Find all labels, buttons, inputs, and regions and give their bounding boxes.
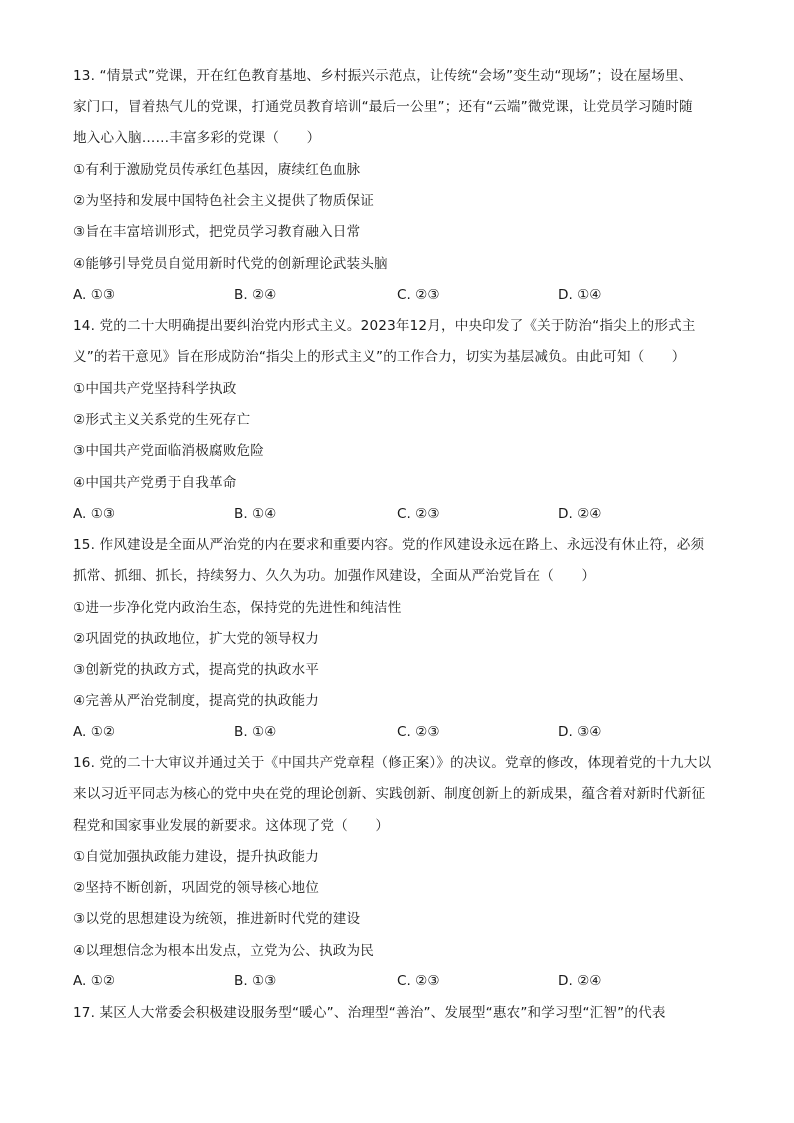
question-17-stem-line-1: 17. 某区人大常委会积极建设服务型“暖心”、治理型“善治”、发展型“惠农”和学习型“汇智”的代表 [73,1005,666,1021]
question-16-statement-4: ④以理想信念为根本出发点，立党为公、执政为民 [73,943,374,959]
question-16-stem-line-1: 16. 党的二十大审议并通过关于《中国共产党章程（修正案）》的决议。党章的修改，体现着党的十九大以 [73,755,712,771]
question-14-options [73,504,713,524]
question-16-option-b[interactable]: B. ①③ [234,973,277,989]
question-15-statement-2: ②巩固党的执政地位，扩大党的领导权力 [73,631,319,647]
question-16-option-d[interactable]: D. ②④ [558,973,602,989]
question-15-option-d[interactable]: D. ③④ [558,724,602,740]
question-15-option-a[interactable]: A. ①② [73,724,116,740]
question-13-stem-line-3: 地入心入脑……丰富多彩的党课（ ） [73,130,321,146]
question-15-options [73,722,713,742]
question-16-option-a[interactable]: A. ①② [73,973,116,989]
question-16-statement-2: ②坚持不断创新，巩固党的领导核心地位 [73,880,319,896]
question-14-statement-4: ④中国共产党勇于自我革命 [73,475,237,491]
question-14-stem-line-1: 14. 党的二十大明确提出要纠治党内形式主义。2023年12月，中央印发了《关于防治“指尖上的形式主 [73,318,696,334]
question-13-stem-line-1: 13. “情景式”党课，开在红色教育基地、乡村振兴示范点，让传统“会场”变生动“现场”；设在屋场里、 [73,68,693,84]
question-15-statement-3: ③创新党的执政方式，提高党的执政水平 [73,662,319,678]
question-15-option-b[interactable]: B. ①④ [234,724,277,740]
question-15-statement-4: ④完善从严治党制度，提高党的执政能力 [73,693,319,709]
question-14-option-b[interactable]: B. ①④ [234,506,277,522]
question-13-statement-2: ②为坚持和发展中国特色社会主义提供了物质保证 [73,193,374,209]
question-14-statement-2: ②形式主义关系党的生死存亡 [73,412,251,428]
question-13-statement-4: ④能够引导党员自觉用新时代党的创新理论武装头脑 [73,256,388,272]
question-15-stem-line-2: 抓常、抓细、抓长，持续努力、久久为功。加强作风建设，全面从严治党旨在（ ） [73,568,596,584]
question-14-statement-3: ③中国共产党面临消极腐败危险 [73,443,265,459]
question-13-option-d[interactable]: D. ①④ [558,287,602,303]
question-15-option-c[interactable]: C. ②③ [397,724,440,740]
question-16-statement-3: ③以党的思想建设为统领，推进新时代党的建设 [73,911,361,927]
question-15-statement-1: ①进一步净化党内政治生态，保持党的先进性和纯洁性 [73,600,402,616]
question-14-stem-line-2: 义”的若干意见》旨在形成防治“指尖上的形式主义”的工作合力，切实为基层减负。由此可知（ ） [73,349,686,365]
question-16-option-c[interactable]: C. ②③ [397,973,440,989]
question-13-statement-1: ①有利于激励党员传承红色基因，赓续红色血脉 [73,162,361,178]
question-13-statement-3: ③旨在丰富培训形式，把党员学习教育融入日常 [73,224,361,240]
question-14-option-a[interactable]: A. ①③ [73,506,116,522]
question-16-stem-line-2: 来以习近平同志为核心的党中央在党的理论创新、实践创新、制度创新上的新成果，蕴含着对新时代新征 [73,786,706,802]
question-16-options [73,971,713,991]
question-14-option-d[interactable]: D. ②④ [558,506,602,522]
question-15-stem-line-1: 15. 作风建设是全面从严治党的内在要求和重要内容。党的作风建设永远在路上、永远没有休止符，必须 [73,537,705,553]
question-14-statement-1: ①中国共产党坚持科学执政 [73,381,237,397]
question-16-statement-1: ①自觉加强执政能力建设，提升执政能力 [73,849,319,865]
question-14-option-c[interactable]: C. ②③ [397,506,440,522]
question-13-options [73,285,713,305]
question-13-option-b[interactable]: B. ②④ [234,287,277,303]
question-13-option-a[interactable]: A. ①③ [73,287,116,303]
question-13-option-c[interactable]: C. ②③ [397,287,440,303]
question-16-stem-line-3: 程党和国家事业发展的新要求。这体现了党（ ） [73,818,390,834]
question-13-stem-line-2: 家门口，冒着热气儿的党课，打通党员教育培训“最后一公里”；还有“云端”微党课，让党员学习随时随 [73,99,693,115]
